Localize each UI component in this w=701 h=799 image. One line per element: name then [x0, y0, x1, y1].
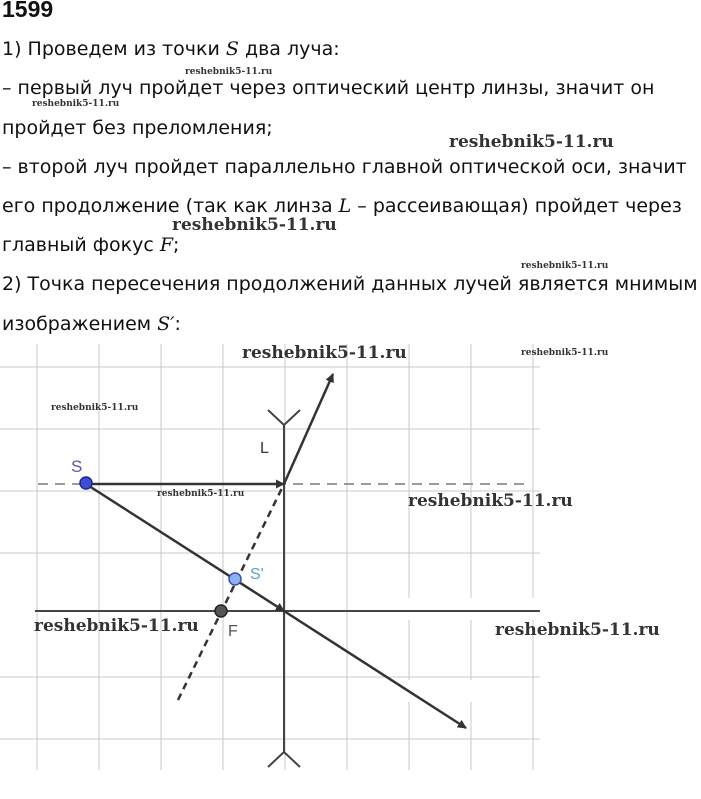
line8-post: : — [174, 313, 181, 335]
line5-post: – рассеивающая) пройдет через — [351, 195, 682, 217]
var-l: L — [338, 195, 352, 217]
label-image: S' — [250, 566, 264, 583]
watermark: reshebnik5-11.ru — [495, 620, 660, 640]
watermark: reshebnik5-11.ru — [185, 67, 273, 77]
watermark: reshebnik5-11.ru — [242, 343, 407, 363]
diverging-lens — [268, 410, 300, 767]
var-s: S — [225, 38, 239, 60]
watermark: reshebnik5-11.ru — [521, 261, 609, 271]
line8-pre: изображением — [2, 313, 158, 335]
var-s-prime: S′ — [157, 313, 175, 335]
solution-line-3: пройдет без преломления; — [2, 117, 273, 139]
watermark: reshebnik5-11.ru — [521, 348, 609, 358]
central-ray-incident — [86, 484, 284, 611]
solution-line-7: 2) Точка пересечения продолжений данных лучей является мнимым — [2, 273, 698, 295]
point-focus — [215, 605, 227, 617]
label-focus: F — [228, 623, 238, 640]
refracted-ray-extension — [178, 484, 284, 700]
watermark: reshebnik5-11.ru — [157, 489, 245, 499]
watermark: reshebnik5-11.ru — [32, 99, 120, 109]
watermark: reshebnik5-11.ru — [408, 491, 573, 511]
watermark: reshebnik5-11.ru — [51, 403, 139, 413]
problem-number: 1599 — [2, 0, 54, 22]
solution-line-2: – первый луч пройдет через оптический центр линзы, значит он — [2, 77, 655, 99]
watermark: reshebnik5-11.ru — [172, 215, 337, 235]
label-lens: L — [260, 440, 269, 457]
label-source: S — [71, 457, 83, 476]
line1-post: два луча: — [238, 38, 340, 60]
line6-pre: главный фокус — [2, 234, 160, 256]
lens-top-arrow — [268, 410, 300, 425]
watermark: reshebnik5-11.ru — [449, 132, 614, 152]
point-source — [80, 477, 92, 489]
line5-pre: его продолжение (так как линза — [2, 195, 339, 217]
line1-pre: 1) Проведем из точки — [2, 38, 226, 60]
lens-bottom-arrow — [268, 752, 300, 767]
watermark: reshebnik5-11.ru — [34, 616, 199, 636]
point-image — [229, 573, 241, 585]
var-f: F — [159, 234, 174, 256]
solution-line-4: – второй луч пройдет параллельно главной оптической оси, значит — [2, 156, 687, 178]
line6-post: ; — [173, 234, 180, 256]
central-ray-continuation — [284, 611, 466, 728]
watermark-mask — [400, 598, 570, 620]
